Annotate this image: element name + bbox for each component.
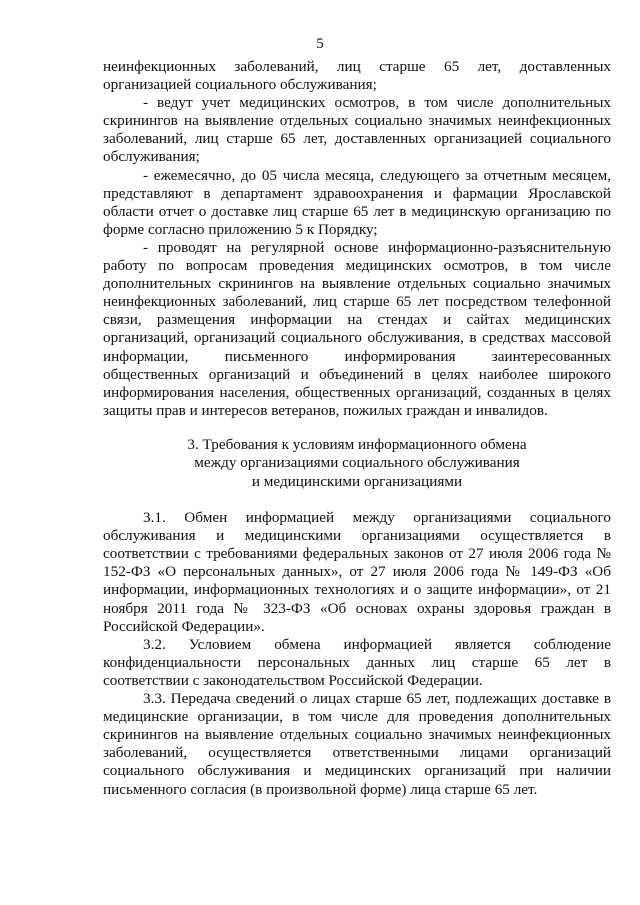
- document-body: [103, 58, 611, 799]
- section-heading-line-2: между организациями социального обслуживания: [194, 454, 520, 472]
- page-number: 5: [316, 36, 324, 52]
- section-heading-line-1: 3. Требования к условиям информационного обмена: [187, 435, 527, 453]
- paragraph-informational-work: - проводят на регулярной основе информационно-разъяснительную работу по вопросам проведения медицинских осмотров, в том числе дополнительных скринингов на выявление отдельных социально значимых неинфекционных заболеваний, лиц старше 65 лет посредством телефонной связи, размещения информации на стендах и сайтах медицинских организаций, организаций социального обслуживания, в средствах массовой информации, письменного информирования заинтересованных общественных организаций и объединений в целях наиболее широкого информирования населения, общественных организаций, созданных в целях защиты прав и интересов ветеранов, пожилых граждан и инвалидов.: [103, 238, 611, 419]
- paragraph-monthly-report: - ежемесячно, до 05 числа месяца, следующего за отчетным месяцем, представляют в департамент здравоохранения и фармации Ярославской области отчет о доставке лиц старше 65 лет в медицинскую организацию по форме согласно приложению 5 к Порядку;: [103, 166, 611, 238]
- paragraph-medical-exams-record: - ведут учет медицинских осмотров, в том числе дополнительных скринингов на выявление отдельных социально значимых неинфекционных заболеваний, лиц старше 65 лет, доставленных организацией социального обслуживания;: [103, 94, 611, 166]
- paragraph-3-3: 3.3. Передача сведений о лицах старше 65 лет, подлежащих доставке в медицинские организации, в том числе для проведения дополнительных скринингов на выявление отдельных социально значимых неинфекционных заболеваний, осуществляется ответственными лицами организаций социального обслуживания и медицинских организаций при наличии письменного согласия (в произвольной форме) лица старше 65 лет.: [103, 690, 611, 798]
- paragraph-continuation: неинфекционных заболеваний, лиц старше 65 лет, доставленных организацией социального обслуживания;: [103, 58, 611, 94]
- paragraph-3-1: 3.1. Обмен информацией между организациями социального обслуживания и медицинскими организациями осуществляется в соответствии с требованиями федеральных законов от 27 июля 2006 года № 152-ФЗ «О персональных данных», от 27 июля 2006 года № 149-ФЗ «Об информации, информационных технологиях и о защите информации», от 21 ноября 2011 года № 323-ФЗ «Об основах охраны здоровья граждан в Российской Федерации».: [103, 509, 611, 635]
- paragraph-3-2: 3.2. Условием обмена информацией является соблюдение конфиденциальности персональных данных лиц старше 65 лет в соответствии с законодательством Российской Федерации.: [103, 635, 611, 689]
- section-heading-line-3: и медицинскими организациями: [251, 472, 463, 490]
- section-heading: [103, 436, 611, 491]
